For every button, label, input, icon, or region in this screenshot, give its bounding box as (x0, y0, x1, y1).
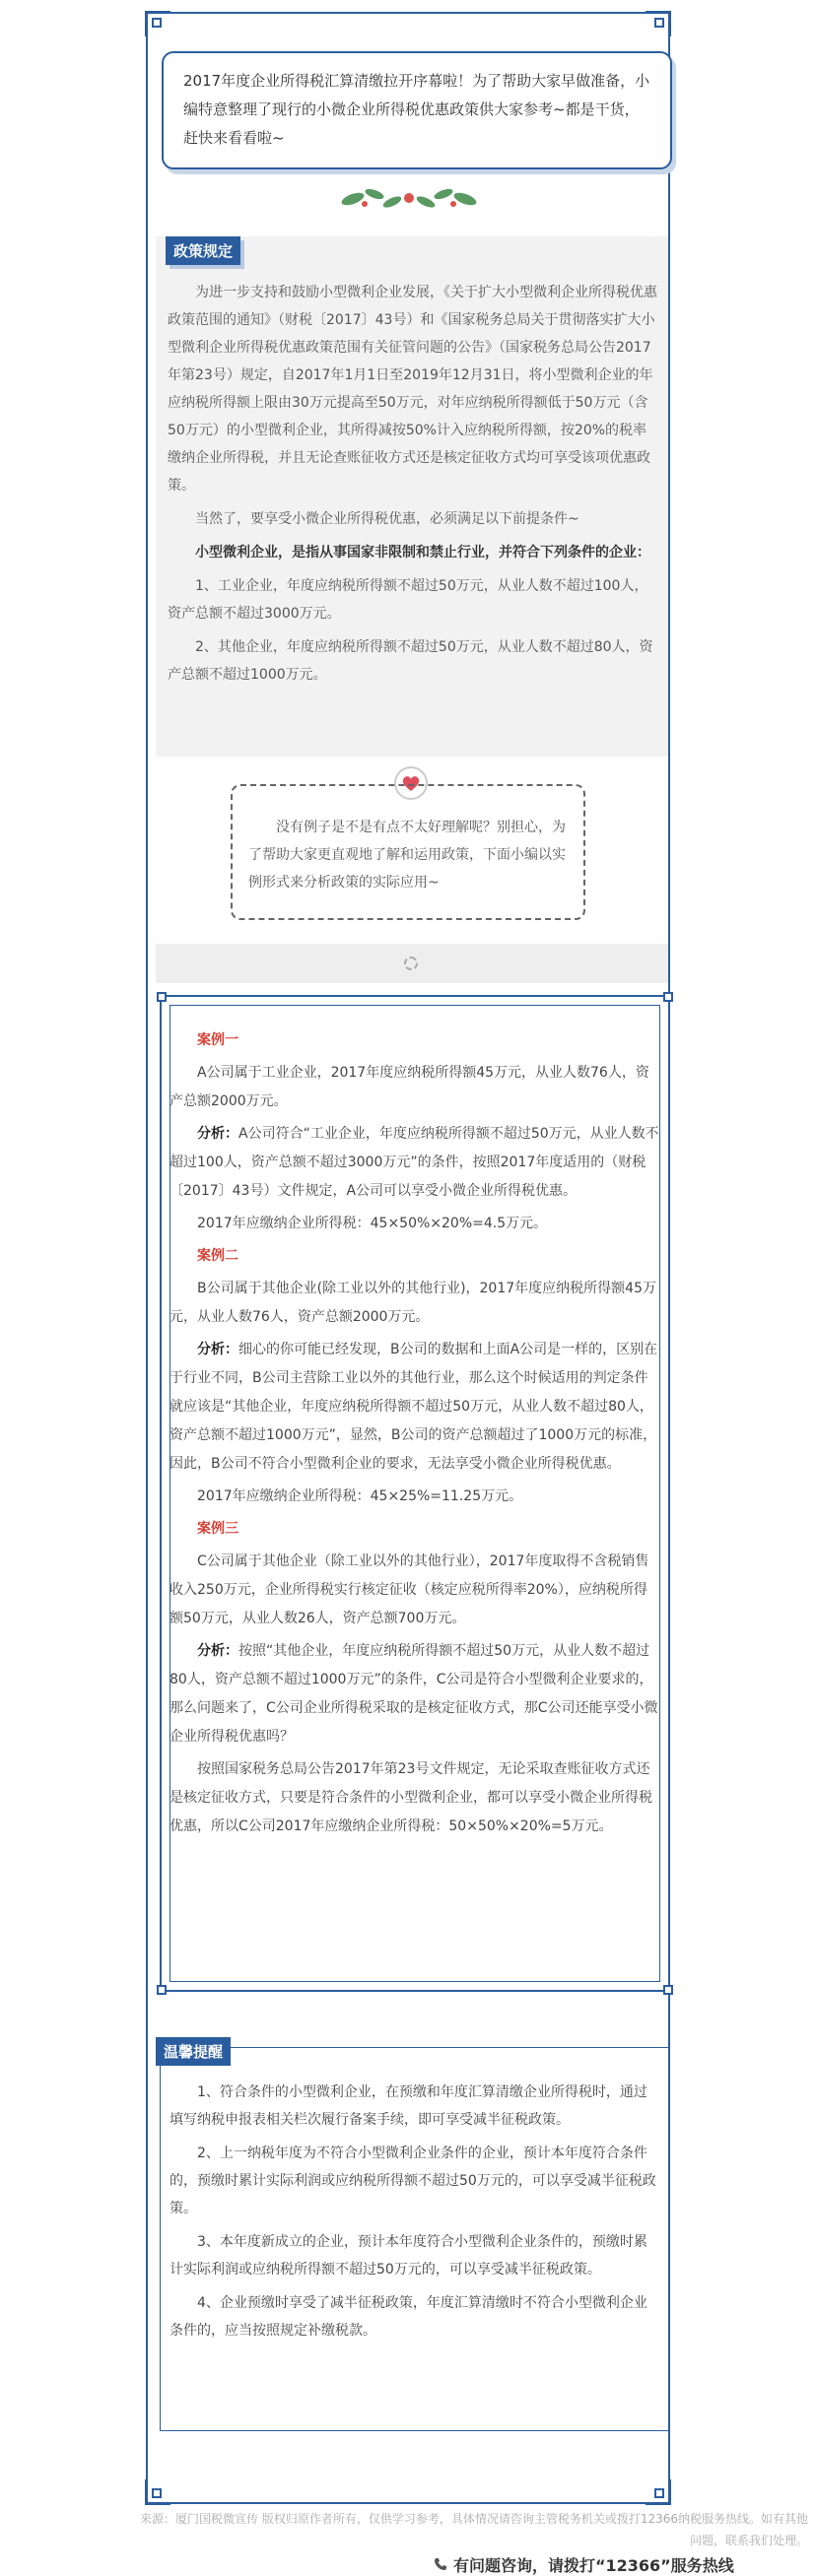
analysis-text: 按照“其他企业，年度应纳税所得额不超过50万元，从业人数不超过80人，资产总额不超过1000万元”的条件，C公司是符合小型微利企业要求的，那么问题来了，C公司企业所得税采取的是核定征收方式，那C公司还能享受小微企业所得税优惠吗？ (170, 1643, 658, 1745)
intro-text: 2017年度企业所得税汇算清缴拉开序幕啦！为了帮助大家早做准备，小编特意整理了现行的小微企业所得税优惠政策供大家参考~都是干货，赶快来看看啦~ (183, 72, 650, 147)
case-analysis (170, 1336, 660, 1479)
policy-body (168, 279, 658, 694)
policy-paragraph: 当然了，要享受小微企业所得税优惠，必须满足以下前提条件~ (195, 511, 579, 527)
policy-section (156, 236, 668, 757)
hotline-text: 有问题咨询，请拨打“12366”服务热线 (453, 2556, 734, 2575)
source-footer: 来源：厦门国税微宣传 版权归原作者所有，仅供学习参考，具体情况请咨询主管税务机关或拨打12366纳税服务热线。如有其他问题，联系我们处理。 (140, 2512, 808, 2547)
leaf-ornament-icon (333, 182, 485, 216)
case-title: 案例三 (197, 1521, 238, 1537)
case-paragraph: 2017年应缴纳企业所得税：45×50%×20%=4.5万元。 (197, 1216, 548, 1231)
tip-item: 2、上一纳税年度为不符合小型微利企业条件的企业，预计本年度符合条件的，预缴时累计实际利润或应纳税所得额不超过50万元的，可以享受减半征税政策。 (170, 2146, 656, 2216)
case-analysis (170, 1120, 660, 1206)
intro-card (162, 51, 672, 169)
case-title: 案例一 (197, 1032, 238, 1048)
analysis-text: A公司符合“工业企业，年度应纳税所得额不超过50万元，从业人数不超过100人，资产总额不超过3000万元”的条件，按照2017年度适用的（财税〔2017〕43号）文件规定，A公司可以享受小微企业所得税优惠。 (170, 1126, 659, 1199)
case-paragraph: B公司属于其他企业(除工业以外的其他行业)，2017年度应纳税所得额45万元，从业人数76人，资产总额2000万元。 (170, 1281, 656, 1325)
tips-tag: 温馨提醒 (156, 2037, 231, 2066)
tip-item: 3、本年度新成立的企业，预计本年度符合小型微利企业条件的，预缴时累计实际利润或应纳税所得额不超过50万元的，可以享受减半征税政策。 (170, 2234, 647, 2278)
policy-paragraph: 2、其他企业，年度应纳税所得额不超过50万元，从业人数不超过80人，资产总额不超过1000万元。 (168, 639, 653, 683)
square-corner-icon (157, 992, 167, 1002)
note-box (231, 784, 585, 920)
case-paragraph: A公司属于工业企业，2017年度应纳税所得额45万元，从业人数76人，资产总额2000万元。 (170, 1065, 649, 1109)
policy-tag: 政策规定 (166, 236, 240, 265)
analysis-label: 分析： (197, 1342, 238, 1357)
cases-body (170, 1026, 660, 1845)
analysis-text: 细心的你可能已经发现，B公司的数据和上面A公司是一样的，区别在于行业不同，B公司主营除工业以外的其他行业，那么这个时候适用的判定条件就应该是“其他企业，年度应纳税所得额不超过50万元，从业人数不超过80人，资产总额不超过1000万元”，显然，B公司的资产总额超过了1000万元的标准，因此，B公司不符合小型微利企业的要求，无法享受小微企业所得税优惠。 (170, 1342, 658, 1472)
policy-paragraph: 为进一步支持和鼓励小型微利企业发展，《关于扩大小型微利企业所得税优惠政策范围的通知》（财税〔2017〕43号）和《国家税务总局关于贯彻落实扩大小型微利企业所得税优惠政策范围有关征管问题的公告》（国家税务总局公告2017年第23号）规定，自2017年1月1日至2019年12月31日，将小型微利企业的年应纳税所得额上限由30万元提高至50万元，对年应纳税所得额低于50万元（含50万元）的小型微利企业，其所得减按50%计入应纳税所得额，按20%的税率缴纳企业所得税，并且无论查账征收方式还是核定征收方式均可享受该项优惠政策。 (168, 285, 657, 494)
case-paragraph: C公司属于其他企业（除工业以外的其他行业），2017年度取得不含税销售收入250万元，企业所得税实行核定征收（核定应税所得率20%），应纳税所得额50万元，从业人数26人，资产总额700万元。 (170, 1553, 649, 1626)
policy-paragraph: 小型微利企业，是指从事国家非限制和禁止行业，并符合下列条件的企业： (195, 545, 650, 561)
frame-corner-ornament (646, 2479, 671, 2505)
frame-corner-ornament (145, 11, 170, 36)
loading-spinner-icon (404, 957, 418, 970)
case-title: 案例二 (197, 1248, 238, 1264)
square-corner-icon (157, 1985, 167, 1995)
case-paragraph: 2017年应缴纳企业所得税：45×25%=11.25万元。 (197, 1488, 523, 1504)
frame-corner-ornament (145, 2479, 170, 2505)
tips-body (170, 2079, 660, 2350)
phone-icon (434, 2557, 447, 2571)
image-placeholder (156, 944, 668, 983)
policy-paragraph: 1、工业企业，年度应纳税所得额不超过50万元，从业人数不超过100人，资产总额不超过3000万元。 (168, 578, 648, 622)
frame-corner-ornament (646, 11, 671, 36)
square-corner-icon (663, 1985, 673, 1995)
tip-item: 4、企业预缴时享受了减半征税政策，年度汇算清缴时不符合小型微利企业条件的，应当按照规定补缴税款。 (170, 2295, 647, 2339)
case-paragraph: 按照国家税务总局公告2017年第23号文件规定，无论采取查账征收方式还是核定征收方式，只要是符合条件的小型微利企业，都可以享受小微企业所得税优惠，所以C公司2017年应缴纳企业所得税：50×50%×20%=5万元。 (170, 1761, 652, 1834)
analysis-label: 分析： (197, 1643, 238, 1659)
analysis-label: 分析： (197, 1126, 238, 1142)
tip-item: 1、符合条件的小型微利企业，在预缴和年度汇算清缴企业所得税时，通过填写纳税申报表相关栏次履行备案手续，即可享受减半征税政策。 (170, 2084, 647, 2128)
hotline-link[interactable] (434, 2553, 734, 2576)
case-analysis (170, 1637, 660, 1751)
square-corner-icon (663, 992, 673, 1002)
note-text: 没有例子是不是有点不太好理解呢？别担心，为了帮助大家更直观地了解和运用政策，下面小编以实例形式来分析政策的实际应用~ (248, 820, 566, 891)
